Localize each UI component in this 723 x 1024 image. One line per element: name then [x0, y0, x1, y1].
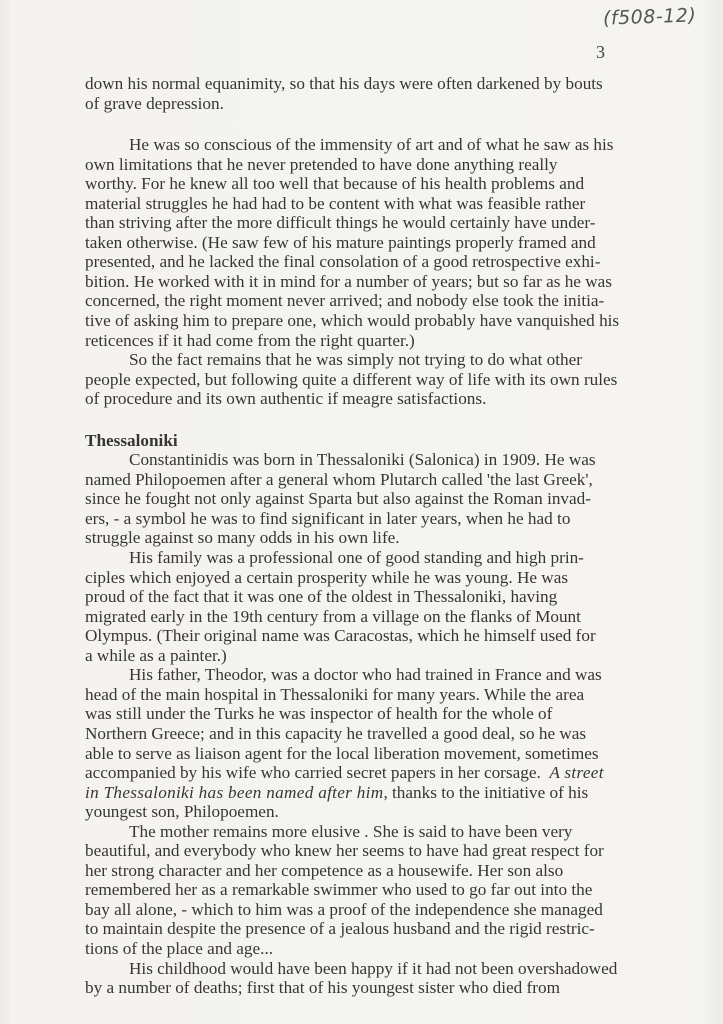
text-line: tions of the place and age... [85, 938, 274, 958]
text-line: ers, - a symbol he was to find significant in later years, when he had to [85, 508, 571, 528]
text-line: ciples which enjoyed a certain prosperity while he was young. He was [85, 567, 569, 587]
text-line: named Philopoemen after a general whom Plutarch called 'the last Greek', [85, 469, 593, 489]
text-line [85, 763, 705, 783]
text-line: Constantinidis was born in Thessaloniki (Salonica) in 1909. He was [129, 450, 596, 470]
text-line: of procedure and its own authentic if meagre satisfactions. [85, 389, 487, 409]
text-line: His family was a professional one of good standing and high prin- [129, 548, 584, 568]
italic-text: in Thessaloniki has been named after him [85, 782, 384, 802]
paragraph [85, 135, 705, 350]
text-line: struggle against so many odds in his own life. [85, 528, 400, 548]
text-line: concerned, the right moment never arrived; and nobody else took the initia- [85, 291, 605, 311]
text-line: His father, Theodor, was a doctor who had trained in France and was [129, 665, 602, 685]
text-line: His childhood would have been happy if it had not been overshadowed [129, 958, 618, 978]
paragraph-gap [85, 409, 705, 431]
paragraph [85, 665, 705, 821]
text-line: head of the main hospital in Thessaloniki for many years. While the area [85, 684, 585, 704]
text-line: Northern Greece; and in this capacity he travelled a good deal, so he was [85, 723, 587, 743]
text-line: her strong character and her competence as a housewife. Her son also [85, 860, 564, 880]
text-line: proud of the fact that it was one of the oldest in Thessaloniki, having [85, 587, 558, 607]
text-line: than striving after the more difficult things he would certainly have under- [85, 213, 596, 233]
text-line: reticences if it had come from the right quarter.) [85, 330, 415, 350]
text-line: presented, and he lacked the final consolation of a good retrospective exhi- [85, 252, 601, 272]
paragraph [85, 74, 705, 113]
section-heading: Thessaloniki [85, 430, 178, 450]
text-line: migrated early in the 19th century from a village on the flanks of Mount [85, 606, 581, 626]
text-line: by a number of deaths; first that of his youngest sister who died from [85, 978, 560, 998]
paragraph [85, 822, 705, 959]
text-line: Olympus. (Their original name was Caracostas, which he himself used for [85, 626, 596, 646]
paragraph [85, 548, 705, 665]
text-line: taken otherwise. (He saw few of his mature paintings properly framed and [85, 232, 596, 252]
text-line: since he fought not only against Sparta but also against the Roman invad- [85, 489, 591, 509]
text-line: own limitations that he never pretended to have done anything really [85, 154, 558, 174]
text-line: youngest son, Philopoemen. [85, 802, 279, 822]
page-number: 3 [596, 42, 605, 62]
text-line: worthy. For he knew all too well that because of his health problems and [85, 174, 585, 194]
text-line: He was so conscious of the immensity of art and of what he saw as his [129, 135, 614, 155]
document-body [85, 74, 705, 998]
text-segment: accompanied by his wife who carried secret papers in her corsage. [85, 763, 550, 783]
text-segment: , thanks to the initiative of his [383, 782, 589, 802]
text-line: The mother remains more elusive . She is said to have been very [129, 821, 573, 841]
text-line: bition. He worked with it in mind for a number of years; but so far as he was [85, 271, 612, 291]
text-line: remembered her as a remarkable swimmer who used to go far out into the [85, 880, 593, 900]
text-line: able to serve as liaison agent for the local liberation movement, sometimes [85, 743, 599, 763]
text-line: was still under the Turks he was inspector of health for the whole of [85, 704, 553, 724]
paragraph [85, 959, 705, 998]
text-line: people expected, but following quite a different way of life with its own rules [85, 369, 618, 389]
text-line: So the fact remains that he was simply not trying to do what other [129, 350, 582, 370]
text-line: material struggles he had had to be content with what was feasible rather [85, 193, 586, 213]
paragraph [85, 350, 705, 409]
text-line: to maintain despite the presence of a jealous husband and the rigid restric- [85, 919, 595, 939]
handwritten-reference-note: (f508-12) [602, 4, 697, 30]
text-line: tive of asking him to prepare one, which would probably have vanquished his [85, 311, 620, 331]
text-line [85, 783, 705, 803]
paragraph-gap [85, 113, 705, 135]
text-line: a while as a painter.) [85, 645, 227, 665]
text-line: beautiful, and everybody who knew her seems to have had great respect for [85, 841, 604, 861]
italic-text: A street [549, 763, 604, 783]
paragraph [85, 450, 705, 548]
text-line: down his normal equanimity, so that his days were often darkened by bouts [85, 74, 603, 93]
text-line: bay all alone, - which to him was a proof of the independence she managed [85, 899, 603, 919]
text-line: of grave depression. [85, 93, 224, 113]
